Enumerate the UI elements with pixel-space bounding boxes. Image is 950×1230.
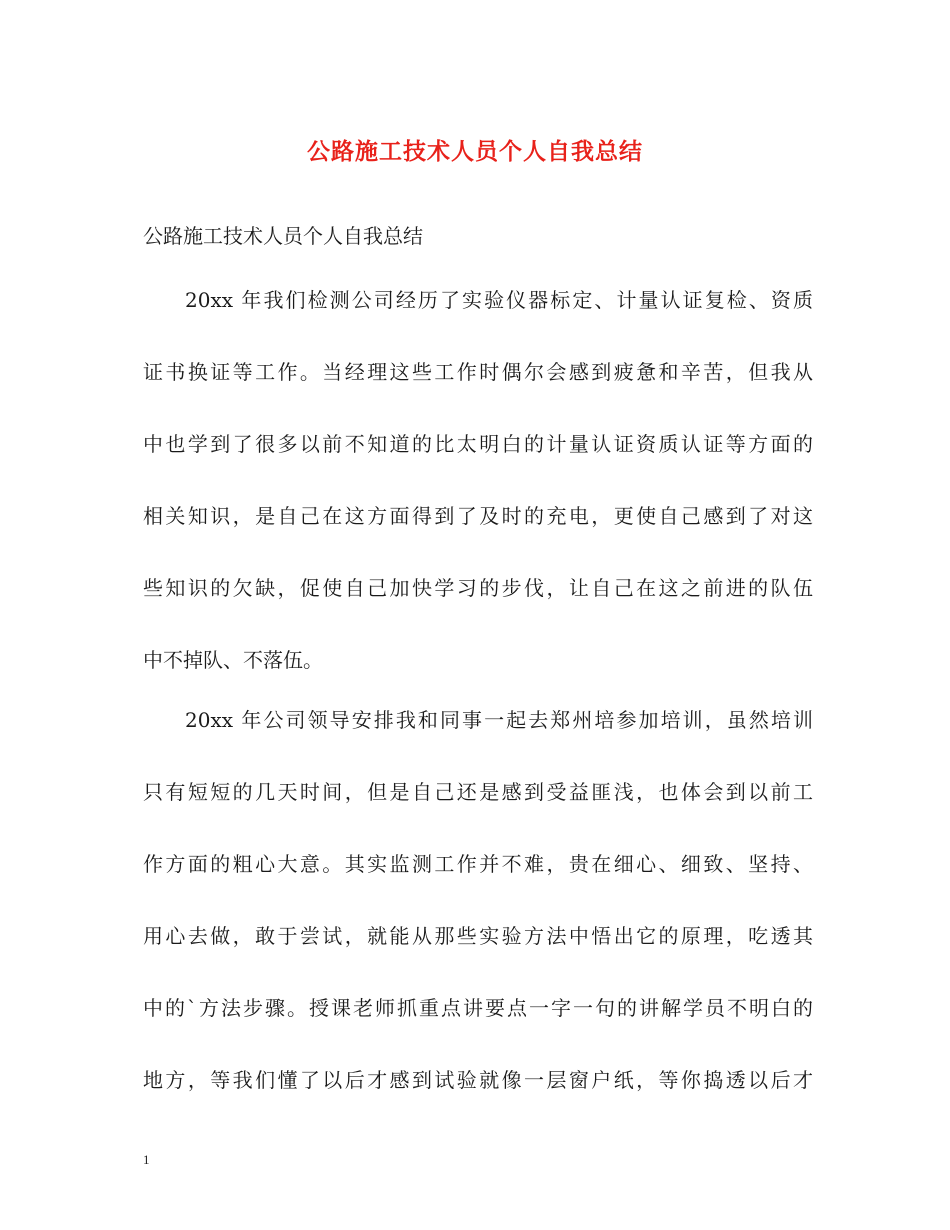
- paragraph-1: [143, 286, 813, 674]
- paragraph-line: 中的`方法步骤。授课老师抓重点讲要点一字一句的讲解学员不明白的: [143, 996, 813, 1020]
- document-subtitle: 公路施工技术人员个人自我总结: [143, 224, 423, 248]
- paragraph-line: 作方面的粗心大意。其实监测工作并不难，贵在细心、细致、坚持、: [143, 852, 813, 876]
- paragraph-line: 证书换证等工作。当经理这些工作时偶尔会感到疲惫和辛苦，但我从: [143, 360, 813, 384]
- paragraph-line: 地方，等我们懂了以后才感到试验就像一层窗户纸，等你捣透以后才: [143, 1068, 813, 1092]
- paragraph-line: 相关知识，是自己在这方面得到了及时的充电，更使自己感到了对这: [143, 504, 813, 528]
- paragraph-line: 中不掉队、不落伍。: [143, 648, 323, 672]
- paragraph-line: 20xx 年公司领导安排我和同事一起去郑州培参加培训，虽然培训: [185, 708, 813, 732]
- paragraph-line: 些知识的欠缺，促使自己加快学习的步伐，让自己在这之前进的队伍: [143, 576, 813, 600]
- paragraph-line: 用心去做，敢于尝试，就能从那些实验方法中悟出它的原理，吃透其: [143, 924, 813, 948]
- paragraph-2: [143, 706, 813, 1138]
- paragraph-line: 只有短短的几天时间，但是自己还是感到受益匪浅，也体会到以前工: [143, 780, 813, 804]
- page-number: 1: [143, 1152, 150, 1167]
- paragraph-line: 中也学到了很多以前不知道的比太明白的计量认证资质认证等方面的: [143, 432, 813, 456]
- document-title: 公路施工技术人员个人自我总结: [307, 139, 643, 165]
- paragraph-line: 20xx 年我们检测公司经历了实验仪器标定、计量认证复检、资质: [185, 288, 813, 312]
